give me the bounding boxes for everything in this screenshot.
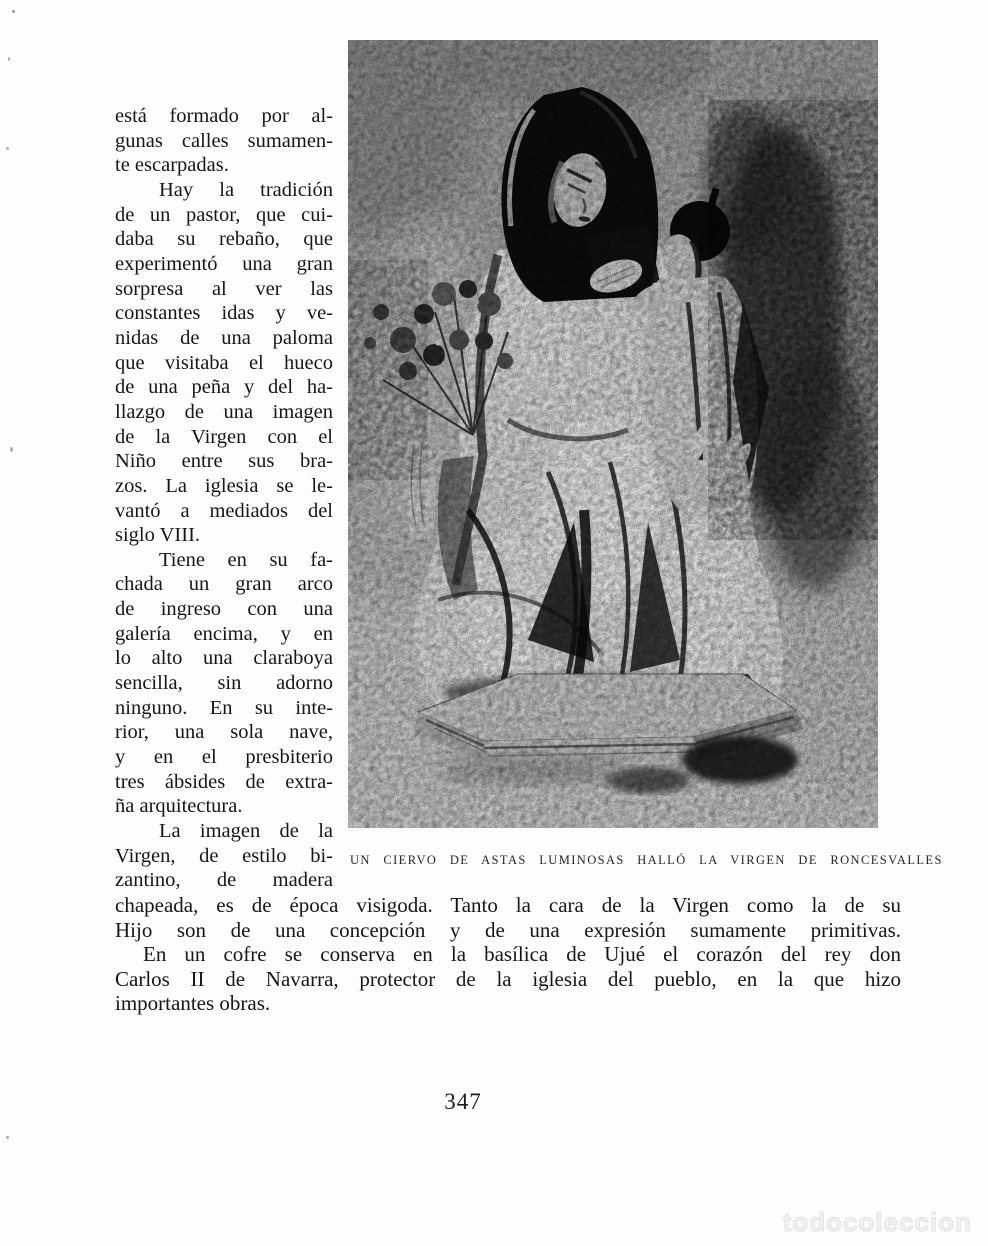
text-line: constantes idas y ve-	[115, 302, 333, 325]
text-line: ña arquitectura.	[115, 795, 243, 818]
scan-speck	[6, 1136, 9, 1139]
text-line: galería encima, y en	[115, 622, 333, 645]
text-line: chapeada, es de época visigoda. Tanto la cara de la Virgen como la de su	[115, 893, 901, 917]
text-line: rior, una sola nave,	[115, 721, 333, 744]
text-line: nidas de una paloma	[115, 326, 333, 349]
text-line: siglo VIII.	[115, 524, 201, 547]
left-text-column	[115, 104, 333, 893]
scan-speck	[10, 447, 13, 452]
text-line: Hijo son de una concepción y de una expresión sumamente primitivas.	[115, 917, 901, 942]
text-line: zos. La iglesia se le-	[115, 474, 333, 497]
text-line: zantino, de madera	[115, 869, 333, 892]
statue-photo	[348, 40, 878, 828]
text-line: daba su rebaño, que	[115, 228, 333, 251]
scan-speck	[12, 10, 15, 13]
text-line: Niño entre sus bra-	[115, 450, 333, 473]
text-line: ninguno. En su inte-	[115, 696, 333, 719]
text-line: te escarpadas.	[115, 154, 229, 177]
text-line: de ingreso con una	[115, 598, 333, 621]
text-line: de un pastor, que cui-	[115, 203, 333, 226]
text-line: La imagen de la	[159, 820, 333, 843]
text-line: que visitaba el hueco	[115, 351, 333, 374]
watermark: todocoleccion	[782, 1207, 972, 1237]
text-line: gunas calles sumamen-	[115, 129, 333, 152]
text-line: chada un gran arco	[115, 573, 333, 596]
scan-speck	[6, 147, 9, 150]
text-line: sencilla, sin adorno	[115, 672, 333, 695]
statue-photo-illustration	[348, 40, 878, 828]
text-line: de la Virgen con el	[115, 425, 333, 448]
scan-speck	[8, 57, 10, 61]
text-line: sorpresa al ver las	[115, 277, 333, 300]
text-line: llazgo de una imagen	[115, 400, 333, 423]
text-line: tres ábsides de extra-	[115, 770, 333, 793]
text-line: Carlos II de Navarra, protector de la iglesia del pueblo, en la que hizo	[115, 966, 901, 991]
text-line: Tiene en su fa-	[159, 548, 333, 571]
text-line: vantó a mediados del	[115, 499, 333, 522]
text-line: y en el presbiterio	[115, 746, 333, 769]
text-line: experimentó una gran	[115, 252, 333, 275]
text-line: En un cofre se conserva en la basílica de Ujué el corazón del rey don	[143, 942, 901, 966]
text-line: lo alto una claraboya	[115, 647, 333, 670]
body-text	[115, 893, 901, 1016]
text-line: importantes obras.	[115, 991, 271, 1015]
text-line: Virgen, de estilo bi-	[115, 844, 333, 867]
text-line: Hay la tradición	[159, 178, 333, 201]
text-line: está formado por al-	[115, 105, 333, 127]
page-number: 347	[444, 1089, 482, 1114]
text-line: de una peña y del ha-	[115, 376, 333, 399]
photo-caption: UN CIERVO DE ASTAS LUMINOSAS HALLÓ LA VIRGEN DE RONCESVALLES	[350, 853, 943, 867]
